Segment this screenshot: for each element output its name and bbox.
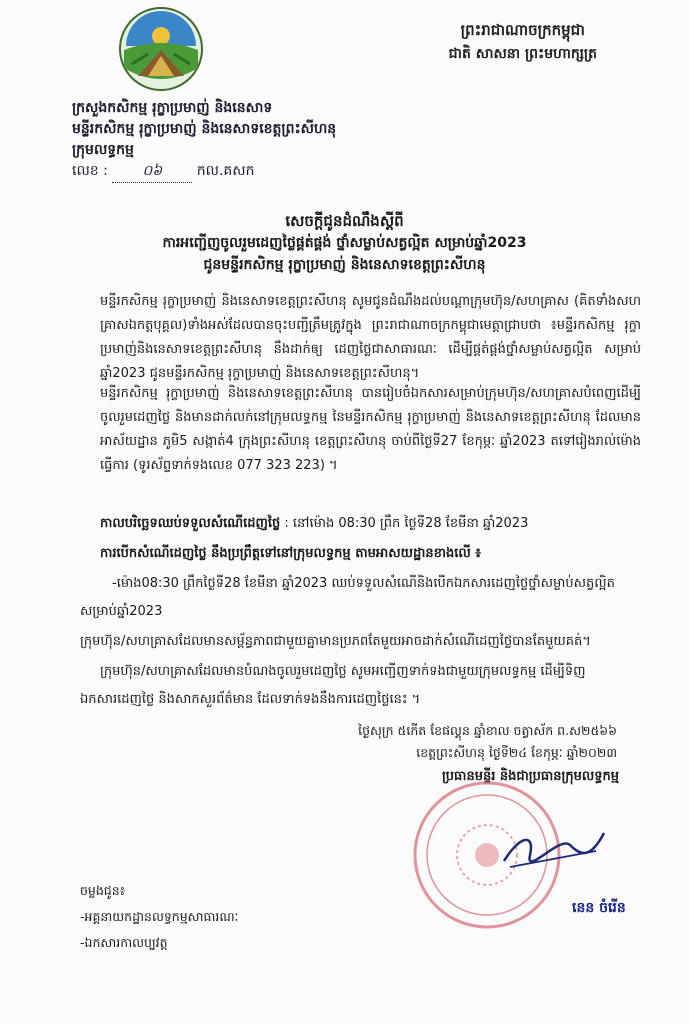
cc-recipient-2: -ឯកសារកាលប្បវត្ត: [80, 935, 168, 950]
deadline-value: : នៅម៉ោង 08:30 ព្រឹក ថ្ងៃទី28 ខែមីនា ឆ្នាំ2023: [284, 516, 529, 531]
cc-recipient-1: -អគ្គនាយកដ្ឋានលទ្ធកម្មសាធារណៈ: [80, 909, 239, 924]
paragraph-4: ក្រុមហ៊ុន/សហគ្រាសដែលមានបំណងចូលរួមដេញថ្លៃ សូមអញ្ជើញទាក់ទងជាមួយក្រុមលទ្ធកម្ម ដើម្បីទិញ: [100, 664, 586, 679]
ministry-line-2: មន្ទីរកសិកម្ម រុក្ខាប្រមាញ់ និងនេសាទខេត្តព្រះសីហនុ: [72, 121, 337, 137]
reference-number: ០៦: [112, 161, 192, 183]
handwritten-signature: [500, 815, 610, 875]
notice-title: សេចក្តីជូនដំណឹងស្តីពី: [285, 212, 404, 230]
reference-label: លេខ :: [72, 163, 108, 179]
notice-recipient: ជូនមន្ទីរកសិកម្ម រុក្ខាប្រមាញ់ និងនេសាទខេត្តព្រះសីហនុ: [203, 257, 486, 273]
reference-line: [72, 161, 336, 183]
lunar-date: ថ្ងៃសុក្រ ៥កើត ខែផល្គុន ឆ្នាំខាល ចត្វាស័ក ព.ស២៥៦៦: [358, 723, 617, 738]
paragraph-4-cont: ឯកសារដេញថ្លៃ និងសាកសួរព័ត៌មាន ដែលទាក់ទងនឹងការដេញថ្លៃនេះ ។: [80, 692, 421, 707]
cc-block: [80, 878, 238, 956]
national-motto: ជាតិ សាសនា ព្រះមហាក្សត្រ: [448, 46, 597, 62]
paragraph-1: មន្ទីរកសិកម្ម រុក្ខាប្រមាញ់ និងនេសាទខេត្តព្រះសីហនុ សូមជូនដំណឹងដល់បណ្តាក្រុមហ៊ុន/សហគ្រាស (គិតទាំងសហគ្រាសឯកត្តបុគ្គល)ទាំងអស់ដែលបានចុះបញ្ជីត្រឹមត្រូវក្នុង ព្រះរាជាណាចក្រកម្ពុជាមេត្តាជ្រាបថា ៖មន្ទីរកសិកម្ម រុក្ខាប្រមាញ់និងនេសាទខេត្តព្រះសីហនុ នឹងដាក់ឲ្យ ដេញថ្លៃជាសាធារណៈ ដើម្បីផ្គត់ផ្គង់ថ្នាំសម្លាប់សត្វល្អិត សម្រាប់ឆ្នាំ2023 ជូនមន្ទីរកសិកម្ម រុក្ខាប្រមាញ់ និងនេសាទខេត្តព្រះសីហនុ។: [100, 294, 641, 381]
paragraph-3: ក្រុមហ៊ុន/សហគ្រាសដែលមានសម្ព័ន្ធភាពជាមួយគ្នាមានប្រភពតែមួយអាចដាក់សំណើដេញថ្លៃបានតែមួយគត់។: [80, 634, 591, 649]
notice-titles: [0, 210, 689, 276]
opening-line: ការបើកសំណើដេញថ្លៃ នឹងប្រព្រឹត្តទៅនៅក្រុមលទ្ធកម្ម តាមអាសយដ្ឋានខាងលើ ៖: [100, 546, 481, 561]
signatory-title: ប្រធានមន្ទីរ និងជាប្រធានក្រុមលទ្ធកម្ម: [441, 769, 619, 784]
ministry-line-1: ក្រសួងកសិកម្ម រុក្ខាប្រមាញ់ និងនេសាទ: [72, 100, 273, 116]
ministry-logo: [118, 6, 204, 92]
opening-item-1: -ម៉ោង08:30 ព្រឹកថ្ងៃទី28 ខែមីនា ឆ្នាំ2023 ឈប់ទទួលសំណើនិងបើកឯកសារដេញថ្លៃថ្នាំសម្លាប់សត្វល្អិត: [112, 576, 615, 591]
cc-label: ចម្លងជូន៖: [80, 883, 126, 898]
kingdom-header: [449, 18, 597, 66]
solar-date: ខេត្តព្រះសីហនុ ថ្ងៃទី២៤ ខែកុម្ភៈ ឆ្នាំ២០២៣: [416, 745, 617, 760]
deadline-line: [100, 512, 528, 536]
signatory-name: នេន ចំរើន: [572, 900, 626, 916]
notice-subject: ការអញ្ជើញចូលរួមដេញថ្លៃផ្គត់ផ្គង់ ថ្នាំសម្លាប់សត្វល្អិត សម្រាប់ឆ្នាំ2023: [162, 235, 527, 251]
kingdom-name: ព្រះរាជាណាចក្រកម្ពុជា: [460, 21, 585, 39]
ministry-block: [72, 98, 336, 183]
ministry-line-3: ក្រុមលទ្ធកម្ម: [72, 142, 134, 158]
reference-suffix: កល.គសក: [196, 163, 255, 179]
deadline-label: កាលបរិច្ឆេទឈប់ទទួលសំណើដេញថ្លៃ: [100, 516, 281, 531]
date-block: [358, 720, 617, 764]
paragraph-2: មន្ទីរកសិកម្ម រុក្ខាប្រមាញ់ និងនេសាទខេត្តព្រះសីហនុ បានរៀបចំឯកសារសម្រាប់ក្រុមហ៊ុន/សហគ្រាសបំពេញដើម្បីចូលរួមដេញថ្លៃ និងមានដាក់លក់នៅក្រុមលទ្ធកម្ម នៃមន្ទីរកសិកម្ម រុក្ខាប្រមាញ់ និងនេសាទខេត្តព្រះសីហនុ ដែលមានអាស័យដ្ឋាន ភូមិ5 សង្កាត់4 ក្រុងព្រះសីហនុ ខេត្តព្រះសីហនុ ចាប់ពីថ្ងៃទី27 ខែកុម្ភៈ ឆ្នាំ2023 តទៅរៀងរាល់ម៉ោងធ្វើការ (ទូរស័ព្ទទាក់ទងលេខ 077 323 223) ។: [100, 386, 641, 473]
opening-item-1-cont: សម្រាប់ឆ្នាំ2023: [80, 604, 163, 619]
